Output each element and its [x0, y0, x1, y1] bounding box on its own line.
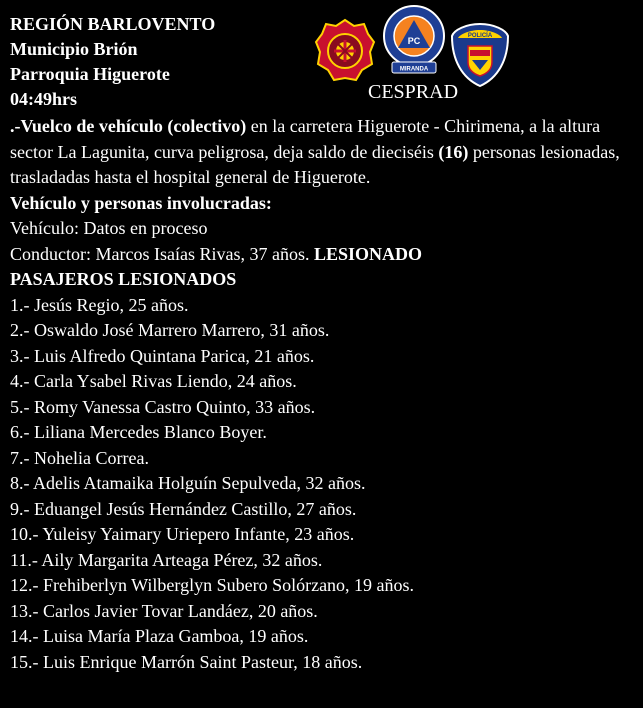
driver-text: Conductor: Marcos Isaías Rivas, 37 años. [10, 243, 314, 264]
passenger-item: 11.- Aily Margarita Arteaga Pérez, 32 años. [10, 549, 323, 570]
passenger-item: 6.- Liliana Mercedes Blanco Boyer. [10, 422, 267, 442]
passenger-item: 12.- Frehiberlyn Wilberglyn Subero Solórzano, 19 años. [10, 575, 415, 595]
header-block [10, 12, 215, 112]
passenger-item: 8.- Adelis Atamaika Holguín Sepulveda, 32 años. [10, 473, 366, 493]
passenger-item: 14.- Luisa María Plaza Gamboa, 19 años. [10, 626, 309, 646]
parish-heading: Parroquia Higuerote [10, 64, 170, 84]
region-heading: REGIÓN BARLOVENTO [10, 14, 216, 34]
passenger-item: 1.- Jesús Regio, 25 años. [10, 294, 189, 315]
passenger-item: 13.- Carlos Javier Tovar Landáez, 20 años. [10, 600, 318, 621]
involved-heading: Vehículo y personas involucradas: [10, 192, 272, 213]
passenger-item: 5.- Romy Vanessa Castro Quinto, 33 años. [10, 396, 316, 417]
pc-emblem-label: PC [407, 36, 421, 46]
municipality-heading: Municipio Brión [10, 39, 138, 59]
passenger-item: 2.- Oswaldo José Marrero Marrero, 31 años. [10, 320, 330, 340]
passengers-heading: PASAJEROS LESIONADOS [10, 269, 237, 289]
logo-group [314, 4, 514, 84]
pc-state-label: MIRANDA [399, 66, 429, 73]
passenger-item: 4.- Carla Ysabel Rivas Liendo, 24 años. [10, 371, 297, 391]
passenger-list [10, 293, 636, 676]
passenger-item: 7.- Nohelia Correa. [10, 447, 149, 468]
passenger-item: 3.- Luis Alfredo Quintana Parica, 21 años. [10, 345, 315, 366]
incident-text-1: en la carretera Higuerote - Chirimena, a la altura sector La Lagunita, curva peligrosa, deja saldo de dieciséis [10, 116, 601, 162]
driver-status: LESIONADO [313, 243, 422, 264]
incident-text-2: personas lesionadas, trasladadas hasta el hospital general de Higuerote. [10, 141, 620, 187]
incident-count: (16) [438, 141, 469, 162]
time-heading: 04:49hrs [10, 89, 77, 109]
passenger-item: 15.- Luis Enrique Marrón Saint Pasteur, 18 años. [10, 651, 363, 672]
incident-paragraph [10, 114, 636, 191]
police-emblem-icon [450, 22, 510, 88]
passenger-item: 10.- Yuleisy Yaimary Uriepero Infante, 23 años. [10, 524, 355, 544]
passenger-item: 9.- Eduangel Jesús Hernández Castillo, 27 años. [10, 498, 357, 519]
report-body [10, 114, 636, 675]
cesprad-label: CESPRAD [368, 81, 459, 103]
incident-prefix: .- [10, 116, 21, 136]
firefighters-emblem-icon [314, 18, 376, 84]
civil-protection-emblem-icon [382, 4, 446, 76]
incident-title: Vuelco de vehículo (colectivo) [20, 116, 247, 136]
vehicle-line: Vehículo: Datos en proceso [10, 218, 208, 238]
police-emblem-label: POLICÍA [467, 33, 493, 39]
driver-line [10, 242, 636, 268]
